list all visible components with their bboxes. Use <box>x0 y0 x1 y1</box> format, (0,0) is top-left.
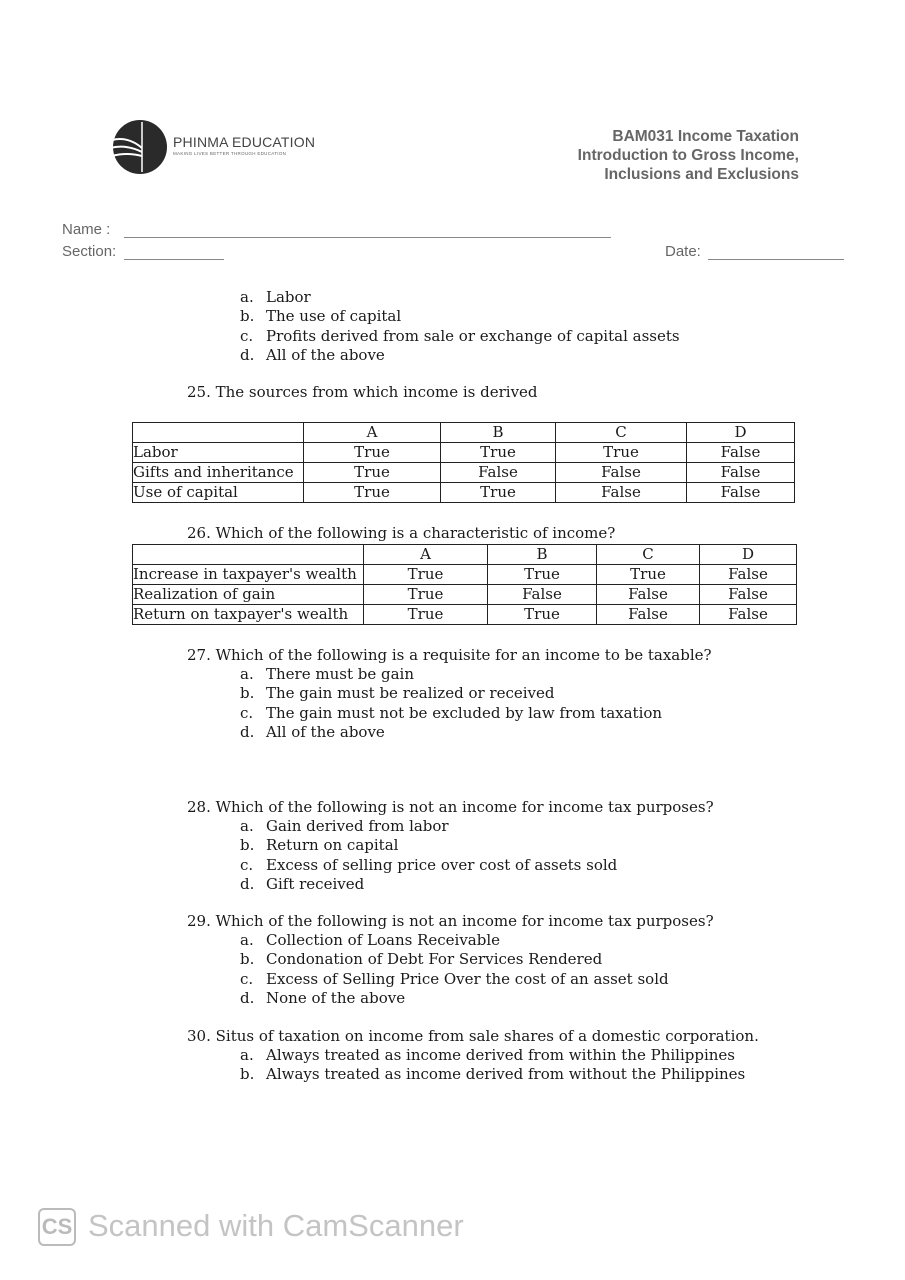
lesson-title-line2: Inclusions and Exclusions <box>604 166 799 183</box>
table-cell: True <box>364 565 488 585</box>
q29-option-c[interactable]: c. Excess of Selling Price Over the cost of an asset sold <box>240 969 669 988</box>
table-cell: False <box>597 585 700 605</box>
q24-options <box>240 288 680 365</box>
table-row <box>133 585 797 605</box>
lesson-title-line1: Introduction to Gross Income, <box>577 147 799 164</box>
table-cell: False <box>687 463 795 483</box>
table-cell: False <box>556 483 687 503</box>
table-row-label: Increase in taxpayer's wealth <box>133 565 364 585</box>
q27-option-c[interactable]: c. The gain must not be excluded by law from taxation <box>240 703 663 722</box>
table-row <box>133 605 797 625</box>
table-cell: False <box>687 443 795 463</box>
table-cell: B <box>441 423 556 443</box>
table-cell: True <box>364 585 488 605</box>
table-cell: True <box>597 565 700 585</box>
date-label: Date: <box>665 243 701 260</box>
course-title: BAM031 Income Taxation <box>612 128 799 145</box>
q30-option-b[interactable]: b. Always treated as income derived from without the Philippines <box>240 1065 746 1084</box>
table-cell: False <box>441 463 556 483</box>
q29-option-d[interactable]: d. None of the above <box>240 988 406 1007</box>
org-name: PHINMA EDUCATION <box>173 134 316 150</box>
table-cell: D <box>687 423 795 443</box>
q28-stem: 28. Which of the following is not an income for income tax purposes? <box>187 798 714 816</box>
table-cell: True <box>488 565 597 585</box>
q27-option-b[interactable]: b. The gain must be realized or received <box>240 684 555 703</box>
table-row <box>133 483 795 503</box>
q26-table <box>132 544 797 625</box>
table-cell: True <box>441 443 556 463</box>
q27-option-a[interactable]: a. There must be gain <box>240 665 414 683</box>
table-row-label: Gifts and inheritance <box>133 463 304 483</box>
q29-options <box>240 931 669 1008</box>
table-header-row <box>133 545 797 565</box>
q29-option-b[interactable]: b. Condonation of Debt For Services Rendered <box>240 950 603 969</box>
camscanner-logo-icon: CS <box>38 1208 76 1246</box>
table-row-label: Labor <box>133 443 304 463</box>
table-row-label: Use of capital <box>133 483 304 503</box>
table-cell: True <box>556 443 687 463</box>
table-cell: False <box>700 585 797 605</box>
table-cell <box>133 545 364 565</box>
table-cell: False <box>700 565 797 585</box>
section-field[interactable] <box>124 259 224 260</box>
table-cell: C <box>556 423 687 443</box>
q26-stem: 26. Which of the following is a characteristic of income? <box>187 524 616 542</box>
q28-option-b[interactable]: b. Return on capital <box>240 836 399 855</box>
table-row-label: Realization of gain <box>133 585 364 605</box>
table-cell: A <box>304 423 441 443</box>
q24-option-d[interactable]: d. All of the above <box>240 345 385 364</box>
table-cell <box>133 423 304 443</box>
q28-option-d[interactable]: d. Gift received <box>240 874 365 893</box>
table-row <box>133 565 797 585</box>
q25-stem: 25. The sources from which income is derived <box>187 383 538 401</box>
table-row <box>133 443 795 463</box>
table-cell: B <box>488 545 597 565</box>
q28-options <box>240 817 617 894</box>
q27-option-d[interactable]: d. All of the above <box>240 722 385 741</box>
org-tagline: MAKING LIVES BETTER THROUGH EDUCATION <box>173 151 287 156</box>
q24-option-a[interactable]: a. Labor <box>240 288 311 306</box>
table-row <box>133 463 795 483</box>
table-cell: D <box>700 545 797 565</box>
table-cell: False <box>597 605 700 625</box>
table-cell: True <box>304 463 441 483</box>
q30-stem: 30. Situs of taxation on income from sale shares of a domestic corporation. <box>187 1027 759 1045</box>
q24-option-c[interactable]: c. Profits derived from sale or exchange of capital assets <box>240 326 680 345</box>
camscanner-watermark: Scanned with CamScanner <box>88 1208 464 1243</box>
table-row-label: Return on taxpayer's wealth <box>133 605 364 625</box>
table-cell: False <box>488 585 597 605</box>
table-cell: True <box>304 443 441 463</box>
q27-options <box>240 665 662 742</box>
table-cell: False <box>556 463 687 483</box>
table-cell: False <box>700 605 797 625</box>
q24-option-b[interactable]: b. The use of capital <box>240 307 402 326</box>
q28-option-a[interactable]: a. Gain derived from labor <box>240 817 449 835</box>
course-title-block <box>578 127 799 184</box>
table-header-row <box>133 423 795 443</box>
table-cell: True <box>441 483 556 503</box>
date-field[interactable] <box>708 259 844 260</box>
name-field[interactable] <box>124 237 611 238</box>
section-label: Section: <box>62 243 117 260</box>
q25-table <box>132 422 795 503</box>
q28-option-c[interactable]: c. Excess of selling price over cost of assets sold <box>240 855 618 874</box>
table-cell: False <box>687 483 795 503</box>
table-cell: True <box>488 605 597 625</box>
table-cell: C <box>597 545 700 565</box>
table-cell: True <box>304 483 441 503</box>
q30-option-a[interactable]: a. Always treated as income derived from within the Philippines <box>240 1046 735 1064</box>
q27-stem: 27. Which of the following is a requisite for an income to be taxable? <box>187 646 712 664</box>
phinma-logo-icon <box>108 118 168 176</box>
table-cell: True <box>364 605 488 625</box>
q29-option-a[interactable]: a. Collection of Loans Receivable <box>240 931 501 949</box>
q29-stem: 29. Which of the following is not an income for income tax purposes? <box>187 912 714 930</box>
table-cell: A <box>364 545 488 565</box>
name-label: Name : <box>62 221 111 238</box>
q30-options <box>240 1046 745 1085</box>
